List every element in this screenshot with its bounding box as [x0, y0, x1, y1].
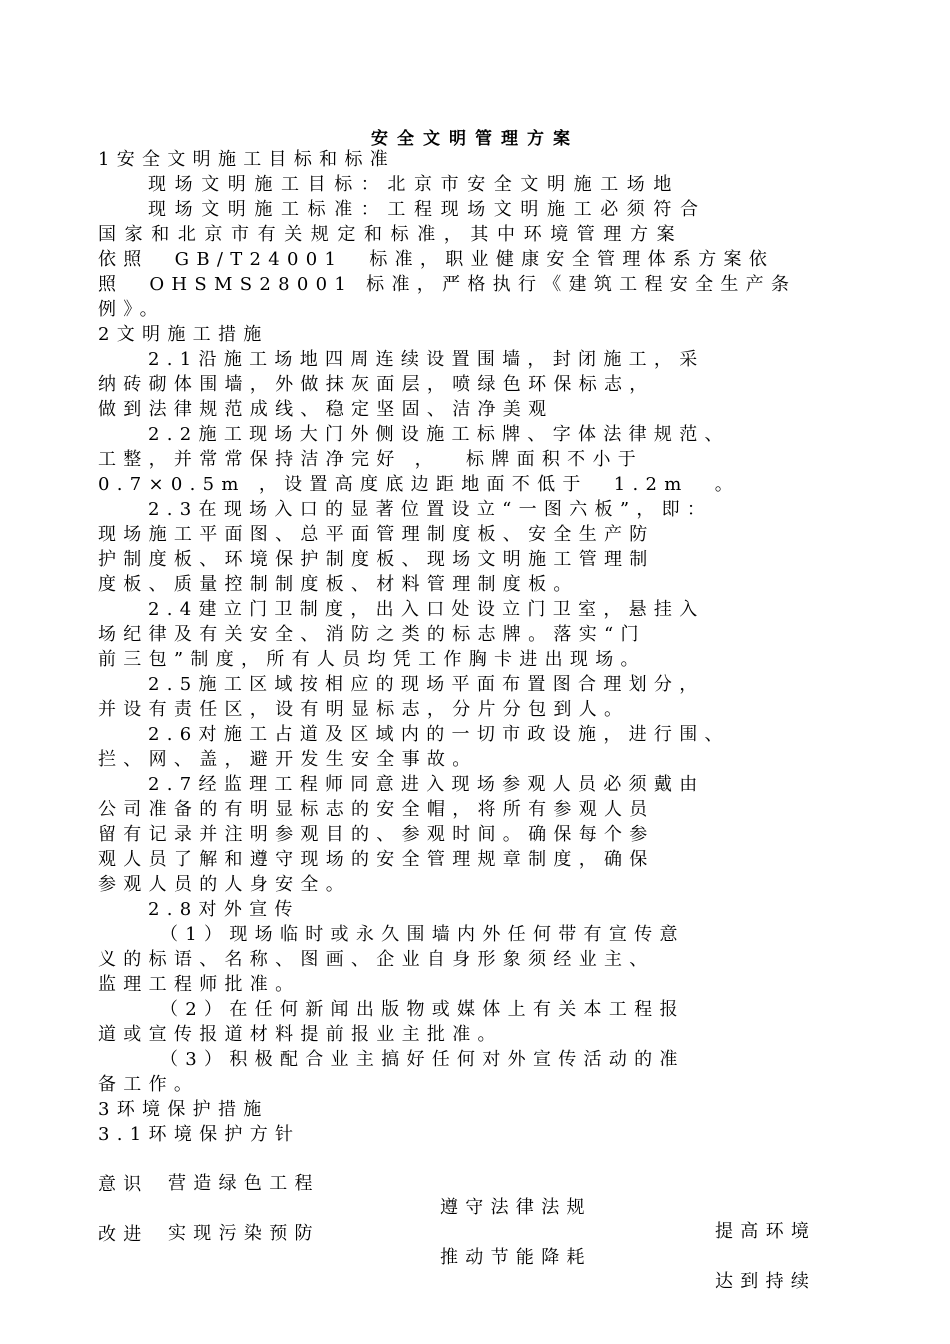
paragraph-line: 参观人员的人身安全。	[98, 874, 351, 895]
paragraph-line: 义的标语、名称、图画、企业自身形象须经业主、	[98, 949, 655, 970]
policy-item: 提高环境	[715, 1221, 817, 1242]
paragraph-line: 例》。	[98, 299, 165, 320]
paragraph-line: 2.5施工区域按相应的现场平面布置图合理划分，	[148, 674, 705, 695]
subsection-heading: 2.8对外宣传	[148, 899, 300, 920]
paragraph-line: 度板、质量控制制度板、材料管理制度板。	[98, 574, 579, 595]
subsection-heading: 3.1环境保护方针	[98, 1124, 301, 1145]
paragraph-line: 现场文明施工标准：工程现场文明施工必须符合	[148, 199, 707, 220]
policy-row	[0, 1198, 950, 1318]
policy-item: 达到持续	[715, 1271, 817, 1292]
paragraph-line: 现场施工平面图、总平面管理制度板、安全生产防	[98, 524, 655, 545]
paragraph-line: 留有记录并注明参观目的、参观时间。确保每个参	[98, 824, 655, 845]
paragraph-line: 并设有责任区，设有明显标志，分片分包到人。	[98, 699, 630, 720]
paragraph-line: 现场文明施工目标：北京市安全文明施工场地	[148, 174, 680, 195]
paragraph-line: 监理工程师批准。	[98, 974, 301, 995]
section-heading: 2文明施工措施	[98, 324, 269, 345]
paragraph-line: 工整，并常常保持洁净完好 ， 标牌面积不小于	[98, 449, 644, 470]
policy-item: 实现污染预防	[168, 1223, 320, 1244]
policy-item: 推动节能降耗	[440, 1247, 592, 1268]
paragraph-line: 国家和北京市有关规定和标准，其中环境管理方案	[98, 224, 684, 245]
paragraph-line: 拦、网、盖，避开发生安全事故。	[98, 749, 478, 770]
paragraph-line: 2.1沿施工场地四周连续设置围墙，封闭施工，采	[148, 349, 705, 370]
paragraph-line: 纳砖砌体围墙，外做抹灰面层，喷绿色环保标志，	[98, 374, 655, 395]
paragraph-line: 做到法律规范成线、稳定坚固、洁净美观	[98, 399, 554, 420]
paragraph-line: 意识	[98, 1174, 149, 1195]
paragraph-line: 道或宣传报道材料提前报业主批准。	[98, 1024, 503, 1045]
section-heading: 1安全文明施工目标和标准	[98, 149, 396, 170]
paragraph-line: 前三包”制度，所有人员均凭工作胸卡进出现场。	[98, 649, 646, 670]
paragraph-line: （2）在任何新闻出版物或媒体上有关本工程报	[160, 999, 685, 1020]
paragraph-line: 0.7×0.5m ，设置高度底边距地面不低于 1.2m 。	[98, 474, 741, 495]
paragraph-line: 2.7经监理工程师同意进入现场参观人员必须戴由	[148, 774, 705, 795]
paragraph-line: （1）现场临时或永久围墙内外任何带有宣传意	[160, 924, 685, 945]
paragraph-line: 2.4建立门卫制度，出入口处设立门卫室，悬挂入	[148, 599, 705, 620]
paragraph-line: 2.2施工现场大门外侧设施工标牌、字体法律规范、	[148, 424, 730, 445]
paragraph-line: 依照 GB/T24001 标准，职业健康安全管理体系方案依	[98, 249, 775, 270]
paragraph-line: 观人员了解和遵守现场的安全管理规章制度，确保	[98, 849, 655, 870]
paragraph-line: 改进	[98, 1224, 149, 1245]
paragraph-line: 公司准备的有明显标志的安全帽，将所有参观人员	[98, 799, 655, 820]
document-title: 安全文明管理方案	[371, 129, 579, 149]
paragraph-line: （3）积极配合业主搞好任何对外宣传活动的准	[160, 1049, 685, 1070]
paragraph-line: 2.3在现场入口的显著位置设立“一图六板”，即：	[148, 499, 713, 520]
paragraph-line: 场纪律及有关安全、消防之类的标志牌。落实“门	[98, 624, 646, 645]
policy-item: 遵守法律法规	[440, 1197, 592, 1218]
paragraph-line: 备工作。	[98, 1074, 200, 1095]
paragraph-line: 2.6对施工占道及区域内的一切市政设施，进行围、	[148, 724, 730, 745]
section-heading: 3环境保护措施	[98, 1099, 269, 1120]
policy-item: 营造绿色工程	[168, 1173, 320, 1194]
paragraph-line: 照 OHSMS28001 标准，严格执行《建筑工程安全生产条	[98, 274, 797, 295]
paragraph-line: 护制度板、环境保护制度板、现场文明施工管理制	[98, 549, 655, 570]
